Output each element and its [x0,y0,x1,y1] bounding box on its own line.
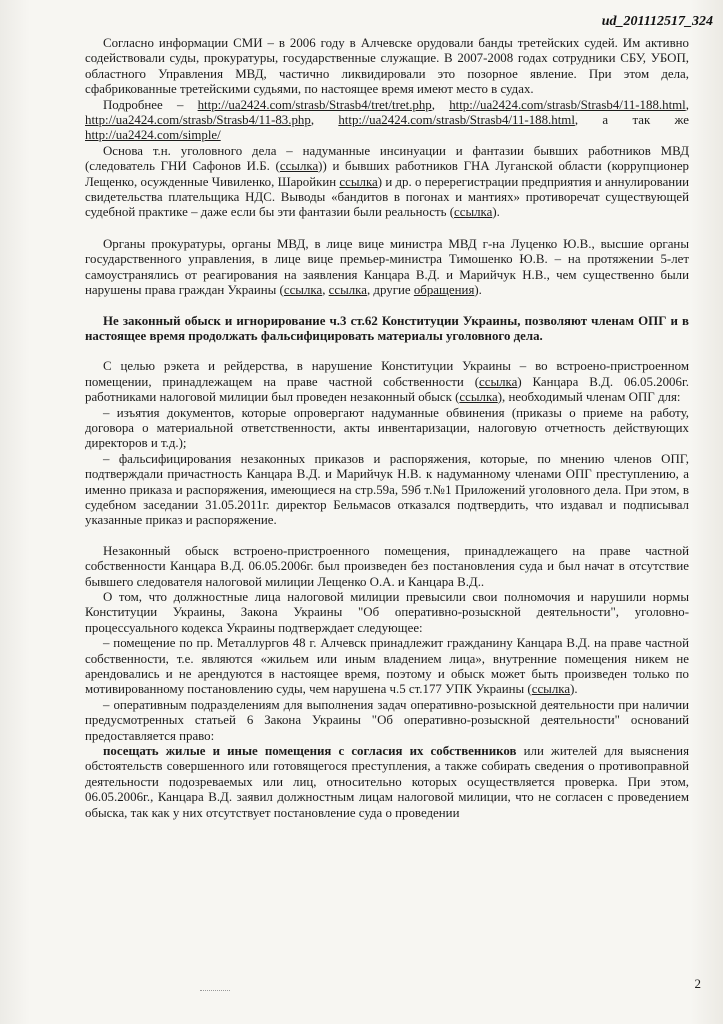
spacer [85,221,689,237]
spacer [85,299,689,314]
list-item-falsification: – фальсифицирования незаконных приказов и распоряжения, которые, по мнению членов ОПГ, подтверждали причастность Канцара В.Д. и Марийчук Н.В. к надуманному членами ОПГ преступлению, а именно приказа и распоряжения, имеющиеся на стр.59а, 59б т.№1 Приложений уголовного дела. При этом, в судебном заседании 31.05.2011г. директор Бельмасов отказался подтвердить, что издавал и подписывал указанные приказ и распоряжение. [85,451,689,528]
paragraph-basis: Основа т.н. уголовного дела – надуманные инсинуации и фантазии бывших работников МВД (следователь ГНИ Сафонов И.Б. (ссылка)) и бывших работников ГНА Луганской области (коррупционер Лещенко, осужденные Чивиленко, Шаройкин ссылка) и др. о перерегистрации предприятия и аннулировании свидетельства плательщика НДС. Выводы «бандитов в погонах и мантиях» противоречат существующей судебной практике – даже если бы эти фантазии были реальность (ссылка). [85,143,690,220]
link-reference[interactable]: ссылка [339,174,378,189]
bold-emphasis: посещать жилые и иные помещения с согласия их собственников [103,744,517,759]
paragraph-authorities: Органы прокуратуры, органы МВД, в лице вице министра МВД г-на Луценко Ю.В., высшие органы государственного управления, в лице вице премьер-министра Тимошенко Ю.В. – на протяжении 5-лет самоустранялись от реагирования на заявления Канцара В.Д. и Марийчук Н.В., чем существенно были нарушены права граждан Украины (ссылка, ссылка, другие обращения). [85,236,689,298]
paragraph-illegal-search: Незаконный обыск встроено-пристроенного помещения, принадлежащего на праве частной собственности Канцара В.Д. 06.05.2006г. был произведен без постановления суда и был начат в отсутствие бывшего следователя налоговой милиции Лещенко О.А. и Канцара В.Д.. [85,543,689,589]
paragraph-search: С целью рэкета и рейдерства, в нарушение Конституции Украины – во встроено-пристроенном помещении, принадлежащем на праве частной собственности (ссылка) Канцара В.Д. 06.05.2006г. работниками налоговой милиции был проведен незаконный обыск (ссылка), необходимый членам ОПГ для: [85,359,690,405]
link-reference[interactable]: ссылка [531,682,571,697]
spacer [85,529,689,544]
link-reference[interactable]: ссылка [279,159,319,174]
list-item-premises: – помещение по пр. Металлургов 48 г. Алчевск принадлежит гражданину Канцара В.Д. на праве частной собственности, т.е. являются «жильем или иным владением лица», внутренние помещения никем не арендовались и не арендуются в настоящее время, поэтому и обыск может быть произведен только по мотивированному постановлению суды, чем нарушена ч.5 ст.177 УПК Украины (ссылка). [85,636,689,697]
scan-mark [200,990,230,1001]
link-tret[interactable]: http://ua2424.com/strasb/Strasb4/tret/tret.php [197,97,432,112]
paragraph-visit-rights: посещать жилые и иные помещения с согласия их собственников или жителей для выяснения обстоятельств совершенного или готовящегося преступления, а также собирать сведения о противоправной деятельности подозреваемых или лиц, относительно которых осуществляется проверка. При этом, 06.05.2006г., Канцара В.Д. заявил должностным лицам налоговой милиции, что не согласен с проведением обыска, так как у них отсутствует постановление суда о проведении [85,744,689,820]
page-number: 2 [694,976,701,991]
link-11-188-second[interactable]: http://ua2424.com/strasb/Strasb4/11-188.html [338,113,575,128]
list-item-seizure: – изъятия документов, которые опровергают надуманные обвинения (приказы о приеме на работу, договора о материальной ответственности, акты инвентаризации, налоговую отчетность действующих директоров и т.д.); [85,405,689,451]
link-reference[interactable]: ссылка [454,205,493,220]
link-simple[interactable]: http://ua2424.com/simple/ [85,128,221,143]
list-item-operational: – оперативным подразделениям для выполнения задач оперативно-розыскной деятельности при наличии предусмотренных статьей 6 Закона Украины "Об оперативно-розыскной деятельности" оснований предоставляется право: [85,697,689,743]
link-appeals[interactable]: обращения [413,283,475,298]
document-id: ud_201112517_324 [601,14,713,29]
section-heading: Не законный обыск и игнорирование ч.3 ст.62 Конституции Украины, позволяют членам ОПГ и в настоящее время продолжать фальсифицировать материалы уголовного дела. [85,313,689,343]
link-11-188[interactable]: http://ua2424.com/strasb/Strasb4/11-188.html [449,97,686,112]
document-body [85,36,689,821]
link-reference[interactable]: ссылка [283,283,323,298]
paragraph-links: Подробнее – http://ua2424.com/strasb/Strasb4/tret/tret.php, http://ua2424.com/strasb/Strasb4/11-188.html, http://ua2424.com/strasb/Strasb4/11-83.php, http://ua2424.com/strasb/Strasb4/11-188.html, а так же http://ua2424.com/simple/ [85,97,689,143]
paragraph-violations: О том, что должностные лица налоговой милиции превысили свои полномочия и нарушили нормы Конституции Украины, Закона Украины "Об оперативно-розыскной деятельности", уголовно-процессуального кодекса Украины подтверждает следующее: [85,590,689,635]
link-reference[interactable]: ссылка [328,283,367,298]
paragraph-media-info: Согласно информации СМИ – в 2006 году в Алчевске орудовали банды третейских судей. Им активно содействовали суды, прокуратуры, государственные служащие. В 2007-2008 годах сотрудники СБУ, УБОП, областного Управления МВД, частично ликвидировали это позорное явление. При этом дела, сфабрикованные третейскими судьями, по настоящее время имеют место в судах. [85,36,689,97]
link-reference[interactable]: ссылка [479,374,518,389]
spacer [85,344,689,359]
link-reference[interactable]: ссылка [459,390,498,405]
link-11-83[interactable]: http://ua2424.com/strasb/Strasb4/11-83.php [85,113,311,128]
